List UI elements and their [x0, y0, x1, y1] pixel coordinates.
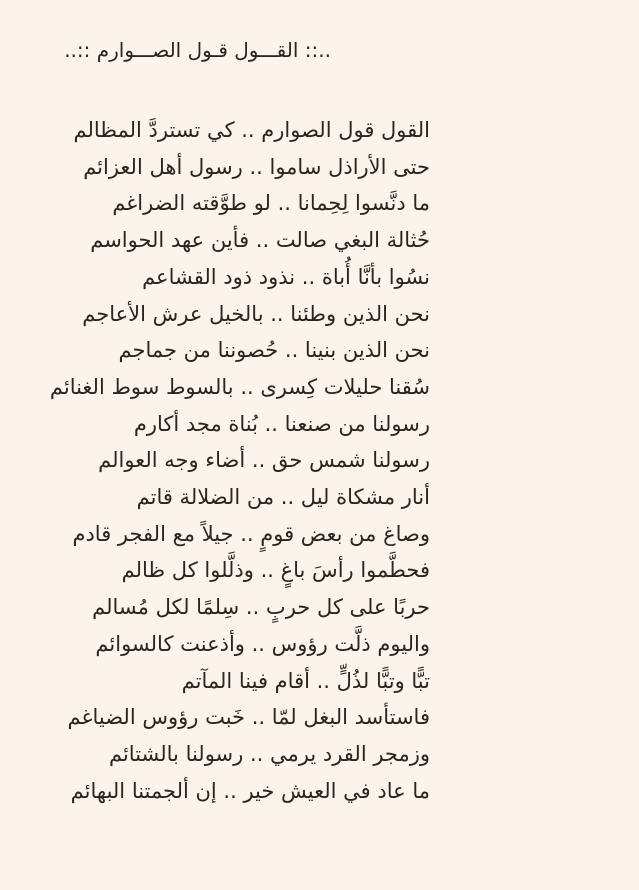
verse-line: نسُوا بأنَّا أُباة .. نذود ذود القشاعم — [142, 264, 430, 289]
verse-line: أنار مشكاة ليل .. من الضلالة قاتم — [136, 485, 430, 510]
verse-line: وزمجر القرد يرمي .. رسولنا بالشتائم — [108, 741, 430, 766]
verse-line: ما عاد في العيش خير .. إن ألجمتنا البهائم — [70, 778, 430, 803]
verse-line: واليوم ذلَّت رؤوس .. وأذعنت كالسوائم — [95, 631, 430, 656]
verse-line: وصاغ من بعض قومٍ .. جيلاً مع الفجر قادم — [72, 521, 430, 546]
verse-line: فحطَّموا رأسَ باغٍ .. وذلَّلوا كل ظالم — [121, 558, 430, 583]
verse-line: نحن الذين بنينا .. حُصوننا من جماجم — [118, 338, 430, 363]
verse-line: سُقنا حليلات كِسرى .. بالسوط سوط الغنائم — [49, 374, 430, 399]
verse-line: نحن الذين وطئنا .. بالخيل عرش الأعاجم — [82, 301, 430, 326]
poem-title: ..:: القـــول قـول الصـــوارم ::.. — [64, 38, 331, 62]
verse-line: حُثالة البغي صالت .. فأين عهد الحواسم — [90, 228, 430, 253]
verse-line: فاستأسد البغل لمّا .. خَبت رؤوس الضياغم — [67, 705, 430, 730]
verse-line: تبًّا وتبًّا لذُلٍّ .. أقام فينا المآتم — [181, 668, 430, 693]
verse-line: ما دنَّسوا لِحِمانا .. لو طوَّقته الضراغم — [112, 191, 430, 216]
verse-line: القول قول الصوارم .. كي تستردَّ المظالم — [73, 118, 430, 142]
verse-line: رسولنا من صنعنا .. بُناة مجد أكارم — [133, 411, 430, 436]
verse-line: حربًا على كل حربٍ .. سِلمًا لكل مُسالم — [92, 595, 430, 620]
poem-verses — [20, 112, 430, 809]
verse-line: حتى الأراذل ساموا .. رسول أهل العزائم — [83, 154, 430, 179]
verse-line: رسولنا شمس حق .. أضاء وجه العوالم — [98, 448, 430, 473]
